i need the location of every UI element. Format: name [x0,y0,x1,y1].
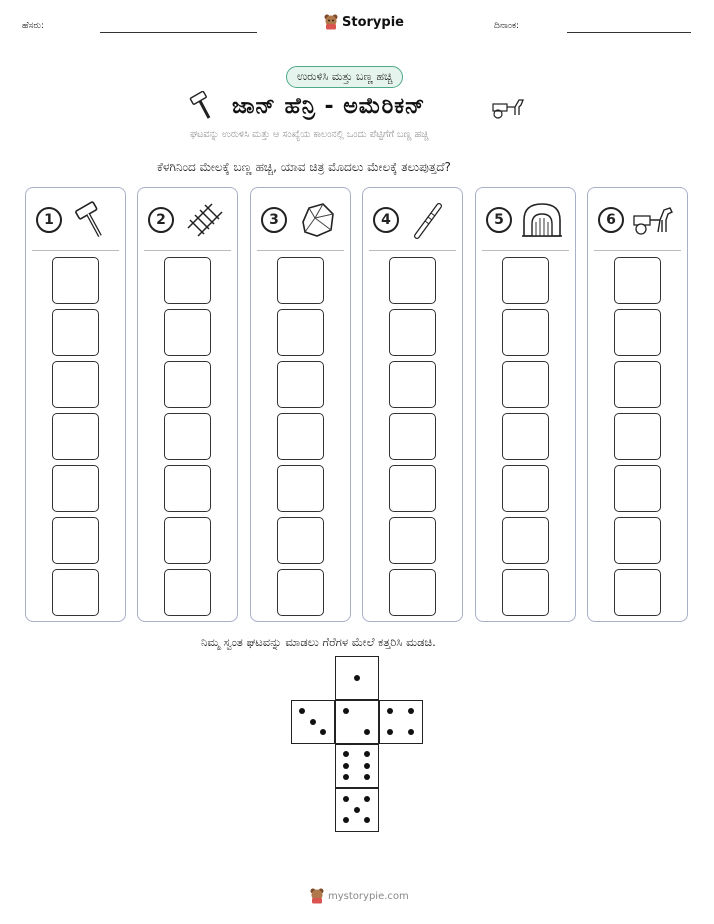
column-divider [257,250,344,251]
color-box[interactable] [164,517,211,564]
brand-logo [324,14,404,30]
die-pip [387,708,393,714]
color-box[interactable] [614,413,661,460]
column-divider [144,250,231,251]
die-pip [354,807,360,813]
hammer-icon [70,198,114,242]
tunnel-icon [520,198,564,242]
die-face [335,700,379,744]
die-pip [343,708,349,714]
column-2 [137,187,238,622]
die-face [335,744,379,788]
die-pip [343,763,349,769]
color-box[interactable] [502,413,549,460]
color-box[interactable] [277,413,324,460]
die-pip [364,751,370,757]
column-number: 3 [261,207,287,233]
die-pip [310,719,316,725]
color-box[interactable] [502,517,549,564]
brand-name: Storypie [342,14,404,30]
column-divider [482,250,569,251]
color-box[interactable] [502,257,549,304]
column-1 [25,187,126,622]
die-pip [408,729,414,735]
die-pip [364,774,370,780]
footer [310,888,409,904]
color-box[interactable] [502,569,549,616]
cut-fold-instruction: ನಿಮ್ಮ ಸ್ವಂತ ಘಟವನ್ನು ಮಾಡಲು ಗೆರೆಗಳ ಮೇಲೆ ಕತ್ತರಿಸಿ ಮಡಚಿ. [201,635,436,649]
railroad-track-icon [182,198,226,242]
color-box[interactable] [164,361,211,408]
die-pip [299,708,305,714]
color-box[interactable] [389,361,436,408]
color-box[interactable] [277,257,324,304]
color-box[interactable] [277,361,324,408]
steel-drill-icon [407,198,451,242]
name-line[interactable] [100,32,257,33]
horse-cart-icon [632,198,676,242]
column-4 [362,187,463,622]
date-line[interactable] [567,32,691,33]
color-box[interactable] [52,257,99,304]
color-box[interactable] [502,361,549,408]
column-number: 4 [373,207,399,233]
color-box[interactable] [277,517,324,564]
column-5 [475,187,576,622]
color-box[interactable] [389,257,436,304]
die-pip [343,751,349,757]
color-box[interactable] [164,465,211,512]
column-number: 1 [36,207,62,233]
column-divider [594,250,681,251]
color-box[interactable] [614,361,661,408]
color-box[interactable] [614,257,661,304]
die-pip [364,729,370,735]
die-pip [364,796,370,802]
page-title: ಜಾನ್ ಹೆನ್ರಿ - ಅಮೆರಿಕನ್ [232,94,426,119]
die-face [335,788,379,832]
die-pip [320,729,326,735]
column-6 [587,187,688,622]
column-number: 2 [148,207,174,233]
color-box[interactable] [164,569,211,616]
column-number: 6 [598,207,624,233]
question-text: ಕೆಳಗಿನಿಂದ ಮೇಲಕ್ಕೆ ಬಣ್ಣ ಹಚ್ಚಿ, ಯಾವ ಚಿತ್ರ ಮೊದಲು ಮೇಲಕ್ಕೆ ತಲುಪುತ್ತದೆ? [157,160,451,174]
color-box[interactable] [277,569,324,616]
color-box[interactable] [389,309,436,356]
die-pip [343,796,349,802]
column-3 [250,187,351,622]
die-pip [364,763,370,769]
die-pip [387,729,393,735]
color-box[interactable] [502,465,549,512]
die-face [291,700,335,744]
footer-url: mystorypie.com [328,890,409,902]
color-box[interactable] [389,413,436,460]
die-pip [364,817,370,823]
activity-tag: ಉರುಳಿಸಿ ಮತ್ತು ಬಣ್ಣ ಹಚ್ಚಿ [286,66,403,88]
color-box[interactable] [164,309,211,356]
die-face [335,656,379,700]
die-pip [343,817,349,823]
color-box[interactable] [389,465,436,512]
name-label: ಹೆಸರು: [22,21,45,31]
color-box[interactable] [389,517,436,564]
bear-logo-icon [324,14,338,30]
color-box[interactable] [52,569,99,616]
color-box[interactable] [277,465,324,512]
color-box[interactable] [52,465,99,512]
color-box[interactable] [52,309,99,356]
color-box[interactable] [52,361,99,408]
color-box[interactable] [277,309,324,356]
hammer-icon [189,91,215,121]
die-face [379,700,423,744]
column-divider [32,250,119,251]
die-pip [343,774,349,780]
bear-logo-icon [310,888,324,904]
die-pip [408,708,414,714]
color-box[interactable] [52,413,99,460]
column-divider [369,250,456,251]
color-box[interactable] [164,257,211,304]
subtitle: ಘಟವನ್ನು ಉರುಳಿಸಿ ಮತ್ತು ಆ ಸಂಖ್ಯೆಯ ಕಾಲಂನಲ್ಲಿ ಒಂದು ಪೆಟ್ಟಿಗೆಗೆ ಬಣ್ಣ ಹಚ್ಚಿ [190,129,429,140]
color-box[interactable] [614,569,661,616]
color-box[interactable] [52,517,99,564]
column-number: 5 [486,207,512,233]
color-box[interactable] [614,465,661,512]
date-label: ದಿನಾಂಕ: [494,21,520,31]
color-box[interactable] [389,569,436,616]
color-box[interactable] [614,517,661,564]
color-box[interactable] [164,413,211,460]
horse-cart-icon [491,95,527,119]
color-box[interactable] [614,309,661,356]
die-pip [354,675,360,681]
color-box[interactable] [502,309,549,356]
rock-icon [295,198,339,242]
